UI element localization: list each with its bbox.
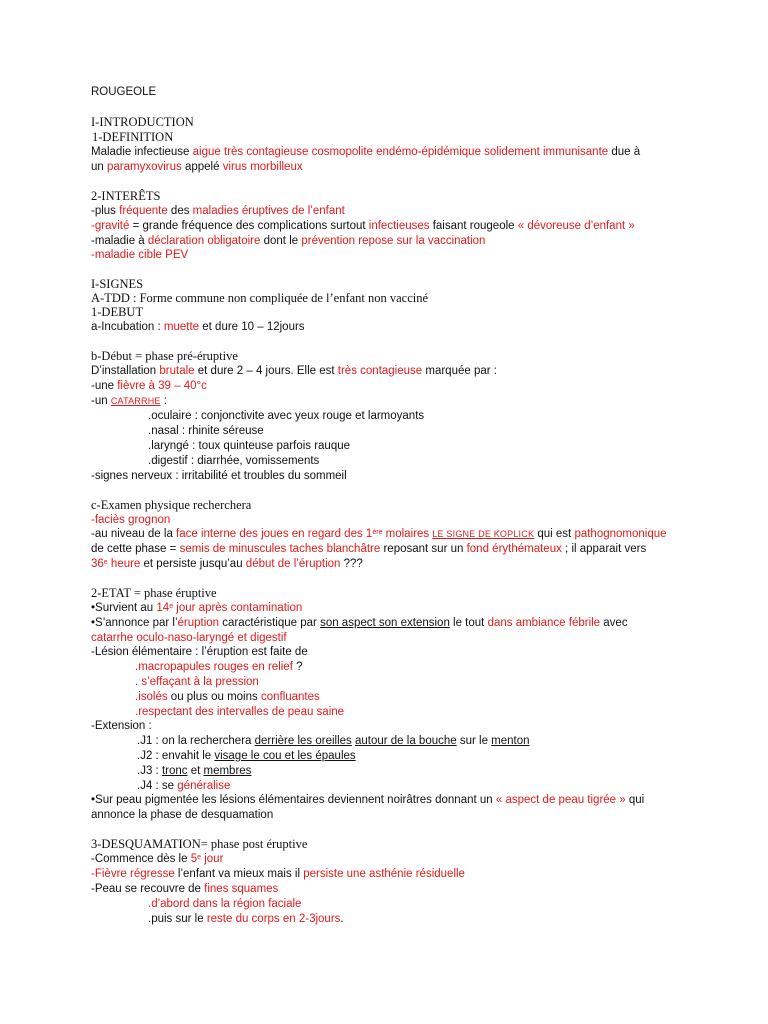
text-line: [91, 601, 302, 616]
text-line: [135, 675, 259, 690]
text-line: [91, 204, 345, 219]
text-run: ???: [340, 558, 363, 570]
text-run: .J2 : envahit le: [137, 750, 215, 762]
text-run: .digestif : diarrhée, vomissements: [148, 455, 320, 467]
text-run: reste du corps en 2-3jours: [206, 913, 341, 925]
text-run: I-INTRODUCTION: [91, 115, 194, 129]
text-run: catarrhe oculo-naso-laryngé et digestif: [91, 632, 287, 644]
text-run: paramyxovirus: [107, 161, 182, 173]
text-line: [91, 793, 644, 808]
text-line: [91, 645, 308, 660]
text-line: [91, 277, 143, 292]
text-run: -faciès grognon: [91, 514, 171, 526]
text-run: brutale: [159, 365, 195, 377]
text-line: [91, 808, 273, 823]
text-run: ère: [372, 529, 383, 536]
text-line: [91, 145, 640, 160]
text-run: Fièvre régresse: [94, 868, 175, 880]
text-line: [92, 130, 173, 145]
text-run: reposant sur un: [380, 543, 467, 555]
text-run: 2-INTERÊTS: [91, 189, 161, 203]
text-run: 2-ETAT = phase éruptive: [91, 586, 217, 600]
text-line: [91, 320, 305, 335]
text-run: infectieuses: [368, 220, 430, 232]
text-run: molaires: [382, 528, 433, 540]
text-line: [91, 513, 170, 528]
text-line: [91, 867, 465, 882]
text-line: [137, 749, 356, 764]
text-run: sur le: [456, 735, 492, 747]
text-run: pathognomonique: [574, 528, 667, 540]
text-run: « dévoreuse d’enfant »: [517, 220, 635, 232]
text-line: [135, 705, 344, 720]
text-run: ROUGEOLE: [91, 86, 157, 98]
text-run: CATARRHE: [110, 396, 161, 406]
text-line: [91, 394, 167, 409]
text-run: face interne des joues en regard des 1: [176, 528, 373, 540]
text-run: éruption: [177, 617, 220, 629]
text-run: dont le: [260, 235, 302, 247]
text-line: [91, 248, 188, 263]
text-run: e: [197, 854, 202, 861]
text-run: dans ambiance fébrile: [487, 617, 601, 629]
text-run: •Sur peau pigmentée les lésions élémentaires deviennent noirâtres donnant un: [91, 794, 496, 806]
text-run: -maladie à: [91, 235, 148, 247]
text-run: avec: [600, 617, 628, 629]
text-run: .J1 : on la recherchera: [137, 735, 255, 747]
text-run: jour après contamination: [173, 602, 303, 614]
text-line: [91, 291, 428, 306]
text-run: qui: [625, 794, 645, 806]
text-run: .J4 : se: [137, 780, 178, 792]
text-run: ; il apparait vers: [561, 543, 647, 555]
text-line: [91, 542, 646, 557]
text-line: [91, 719, 152, 734]
text-run: -Lésion élémentaire : l’éruption est faite de: [91, 646, 308, 658]
text-line: [137, 734, 530, 749]
text-run: autour de la bouche: [354, 735, 457, 747]
text-run: et: [187, 765, 204, 777]
text-line: [91, 527, 667, 542]
text-line: [148, 424, 264, 439]
text-line: [148, 409, 424, 424]
text-line: [137, 779, 230, 794]
text-run: due à: [608, 146, 641, 158]
text-run: ?: [292, 661, 303, 673]
text-line: [91, 852, 223, 867]
text-run: .respectant des intervalles de peau saine: [135, 706, 345, 718]
text-run: A-TDD : Forme commune non compliquée de l’enfant non vacciné: [91, 291, 429, 305]
text-run: ou plus ou moins: [167, 691, 261, 703]
text-run: derrière les oreilles: [254, 735, 352, 747]
text-run: menton: [491, 735, 530, 747]
text-run: et dure 10 – 12jours: [199, 321, 305, 333]
text-run: heure: [107, 558, 141, 570]
text-run: •Survient au: [91, 602, 157, 614]
text-line: [91, 837, 307, 852]
document-title: [91, 85, 156, 100]
text-run: Maladie infectieuse: [91, 146, 193, 158]
text-run: .isolés: [135, 691, 168, 703]
text-run: fines squames: [204, 883, 279, 895]
text-run: b-Début = phase pré-éruptive: [91, 349, 238, 363]
text-run: -signes nerveux : irritabilité et troubles du sommeil: [91, 470, 347, 482]
text-run: = grande fréquence des complications surtout: [129, 220, 369, 232]
text-run: généralise: [177, 780, 231, 792]
text-run: aigue très contagieuse cosmopolite endémo-épidémique solidement immunisante: [192, 146, 609, 158]
text-run: et persiste jusqu’au: [140, 558, 246, 570]
text-run: -un: [91, 395, 111, 407]
text-run: -au niveau de la: [91, 528, 177, 540]
text-run: 5: [190, 853, 198, 865]
text-run: -: [91, 868, 95, 880]
text-line: [91, 882, 278, 897]
text-run: très contagieuse: [337, 365, 423, 377]
text-run: fond érythémateux: [466, 543, 562, 555]
text-run: e: [169, 603, 174, 610]
text-run: -Commence dès le: [91, 853, 191, 865]
text-run: début de l’éruption: [245, 558, 341, 570]
text-run: -Extension :: [91, 720, 152, 732]
text-run: c-Examen physique recherchera: [91, 498, 252, 512]
text-run: appelé: [181, 161, 223, 173]
text-run: :: [160, 395, 167, 407]
text-run: -une: [91, 380, 118, 392]
text-run: .oculaire : conjonctivite avec yeux rouge et larmoyants: [148, 410, 425, 422]
text-run: .: [340, 913, 344, 925]
text-run: et dure 2 – 4 jours. Elle est: [194, 365, 338, 377]
text-run: semis de minuscules taches blanchâtre: [179, 543, 381, 555]
text-run: -plus: [91, 205, 120, 217]
text-run: .J3 :: [137, 765, 162, 777]
text-run: -: [91, 220, 95, 232]
text-line: [137, 764, 251, 779]
text-run: fièvre à 39 – 40°c: [117, 380, 207, 392]
text-run: a-Incubation :: [91, 321, 164, 333]
text-run: .macropapules rouges en relief: [135, 661, 293, 673]
text-run: . s’effaçant à la pression: [135, 676, 259, 688]
text-run: -Peau se recouvre de: [91, 883, 205, 895]
text-line: [91, 349, 238, 364]
text-run: tronc: [161, 765, 188, 777]
text-run: gravité: [94, 220, 130, 232]
text-run: de cette phase =: [91, 543, 180, 555]
text-run: 14: [156, 602, 170, 614]
text-run: e: [103, 559, 108, 566]
text-run: son aspect son extension: [320, 617, 450, 629]
text-run: déclaration obligatoire: [147, 235, 261, 247]
text-run: .laryngé : toux quinteuse parfois rauque: [148, 440, 351, 452]
text-line: [148, 454, 319, 469]
text-run: •S’annonce par l’: [91, 617, 178, 629]
text-line: [91, 498, 251, 513]
text-run: marquée par :: [422, 365, 497, 377]
text-run: le tout: [449, 617, 488, 629]
text-run: 36: [91, 558, 104, 570]
text-run: 1-DEBUT: [91, 305, 144, 319]
text-line: [91, 189, 160, 204]
text-line: [91, 115, 194, 130]
text-line: [148, 912, 344, 927]
text-line: [91, 234, 485, 249]
text-line: [135, 690, 320, 705]
text-line: [91, 305, 143, 320]
text-run: -maladie cible PEV: [91, 249, 189, 261]
text-run: 1-DEFINITION: [92, 130, 174, 144]
text-run: annonce la phase de desquamation: [91, 809, 274, 821]
text-run: muette: [163, 321, 200, 333]
text-run: fréquente: [119, 205, 168, 217]
text-run: persiste une asthénie résiduelle: [303, 868, 465, 880]
text-line: [135, 660, 303, 675]
text-run: caractéristique par: [219, 617, 321, 629]
text-line: [91, 469, 347, 484]
text-run: LE SIGNE DE KOPLICK: [432, 529, 535, 539]
text-run: maladies éruptives de l’enfant: [192, 205, 345, 217]
text-line: [91, 631, 287, 646]
text-run: D’installation: [91, 365, 160, 377]
text-line: [148, 897, 301, 912]
text-run: des: [167, 205, 193, 217]
text-run: un: [91, 161, 107, 173]
text-run: .nasal : rhinite séreuse: [148, 425, 264, 437]
text-run: l’enfant va mieux mais il: [174, 868, 304, 880]
text-line: [91, 586, 217, 601]
text-run: .puis sur le: [148, 913, 207, 925]
text-run: faisant rougeole: [429, 220, 518, 232]
text-run: .d’abord dans la région faciale: [148, 898, 302, 910]
text-line: [91, 379, 207, 394]
text-run: I-SIGNES: [91, 277, 144, 291]
text-run: visage le cou et les épaules: [214, 750, 356, 762]
text-line: [91, 160, 303, 175]
text-run: prévention repose sur la vaccination: [301, 235, 486, 247]
text-run: 3-DESQUAMATION= phase post éruptive: [91, 837, 308, 851]
text-run: « aspect de peau tigrée »: [495, 794, 626, 806]
text-line: [91, 219, 635, 234]
text-line: [91, 616, 628, 631]
text-run: confluantes: [260, 691, 320, 703]
text-line: [91, 557, 363, 572]
text-line: [148, 439, 350, 454]
text-run: jour: [201, 853, 224, 865]
text-line: [91, 364, 497, 379]
text-run: membres: [203, 765, 252, 777]
text-run: qui est: [534, 528, 575, 540]
text-run: virus morbilleux: [222, 161, 303, 173]
